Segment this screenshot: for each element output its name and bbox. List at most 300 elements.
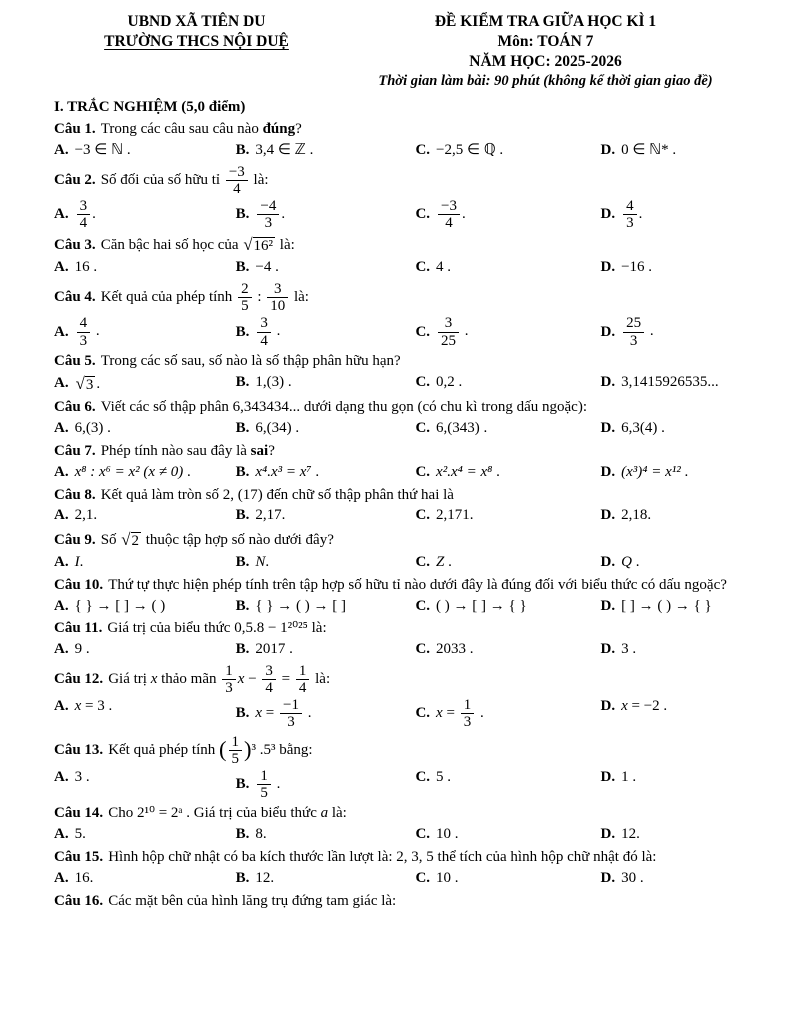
- option: [601, 373, 752, 396]
- fraction-numerator: −4: [257, 198, 279, 215]
- fraction-denominator: 3: [225, 680, 233, 697]
- option-label: A.: [54, 420, 69, 437]
- text-fragment: 2,17.: [255, 507, 286, 524]
- text-fragment: (: [219, 736, 227, 762]
- option-label: C.: [415, 705, 431, 722]
- fraction-denominator: 3: [264, 215, 273, 232]
- option-label: A.: [54, 323, 69, 340]
- option: [236, 553, 410, 573]
- option-label: C.: [415, 826, 431, 843]
- fraction: [438, 198, 460, 231]
- option-label: B.: [235, 141, 250, 158]
- option-label: A.: [54, 141, 69, 158]
- option-label: A.: [54, 463, 69, 480]
- option: [54, 553, 230, 573]
- fraction-numerator: 4: [623, 198, 637, 215]
- option-label: D.: [600, 826, 616, 843]
- question-stem: [54, 234, 752, 257]
- option: [54, 419, 230, 439]
- fraction: [226, 164, 248, 197]
- options-row: [54, 697, 752, 730]
- fraction-numerator: 2: [238, 281, 252, 298]
- option-label: D.: [600, 597, 616, 614]
- option: [415, 640, 594, 660]
- text-fragment: .: [646, 323, 654, 340]
- header-issuer: [54, 12, 339, 52]
- option-label: C.: [415, 463, 431, 480]
- text-fragment: Số đối của số hữu tỉ: [100, 171, 224, 188]
- option-label: A.: [54, 507, 69, 524]
- question-stem: [54, 848, 752, 868]
- option: [415, 419, 594, 439]
- question: [54, 164, 752, 232]
- text-fragment: 2,1.: [74, 507, 98, 524]
- fraction-denominator: 4: [265, 680, 273, 697]
- option-label: A.: [54, 698, 69, 715]
- text-fragment: −3 ∈ ℕ .: [74, 141, 131, 158]
- fraction-numerator: 1: [461, 697, 475, 714]
- question-stem: [54, 892, 752, 912]
- text-fragment: .: [462, 206, 466, 223]
- text-fragment: 8.: [255, 826, 267, 843]
- option-label: B.: [235, 776, 250, 793]
- option: [54, 198, 230, 231]
- fraction: [77, 198, 91, 231]
- text-fragment: Viết các số thập phân 6,343434... dưới dạng thu gọn (có chu kì trong dấu ngoặc):: [100, 399, 587, 416]
- option: [54, 141, 230, 161]
- option-label: D.: [600, 507, 616, 524]
- fraction: [257, 768, 271, 801]
- option: [236, 141, 410, 161]
- text-fragment: Giá trị của biểu thức 0,5.8 − 1²⁰²⁵ là:: [107, 620, 327, 637]
- option-label: C.: [415, 323, 431, 340]
- fraction-numerator: −3: [226, 164, 248, 181]
- question-label: Câu 4.: [54, 289, 96, 306]
- question-stem: [54, 529, 752, 552]
- text-fragment: 3,1415926535...: [621, 373, 719, 390]
- exam-title: ĐỀ KIỂM TRA GIỮA HỌC KÌ 1: [434, 13, 657, 30]
- text-fragment: =: [277, 671, 294, 688]
- option-label: D.: [600, 259, 616, 276]
- text-fragment: 5.: [74, 826, 86, 843]
- question-label: Câu 13.: [54, 741, 104, 758]
- option-label: B.: [235, 206, 250, 223]
- fraction-denominator: 4: [260, 332, 268, 349]
- option: [415, 373, 594, 396]
- text-fragment: 2,171.: [436, 507, 474, 524]
- option: [54, 506, 230, 526]
- question-label: Câu 8.: [54, 486, 96, 503]
- question-stem: [54, 281, 752, 314]
- fraction-denominator: 4: [233, 180, 241, 197]
- sqrt-expression: [243, 234, 275, 257]
- option-label: D.: [600, 698, 616, 715]
- option: [54, 825, 230, 845]
- question-label: Câu 5.: [54, 352, 96, 369]
- text-fragment: Căn bậc hai số học của: [100, 237, 243, 254]
- text-fragment: .: [92, 323, 100, 340]
- option: [415, 697, 594, 730]
- text-fragment: .: [272, 776, 281, 793]
- option: [236, 315, 410, 348]
- text-fragment: x: [74, 698, 82, 715]
- fraction-denominator: 10: [270, 298, 286, 315]
- option: [236, 258, 410, 278]
- text-fragment: .: [311, 463, 320, 480]
- option-label: A.: [54, 375, 69, 392]
- text-fragment: 10 .: [436, 826, 459, 843]
- text-fragment: 2033 .: [436, 641, 474, 658]
- question-label: Câu 7.: [54, 442, 96, 459]
- question: [54, 234, 752, 278]
- options-row: [54, 419, 752, 439]
- option-label: C.: [415, 373, 431, 390]
- question-label: Câu 12.: [54, 671, 104, 688]
- fraction-denominator: 3: [626, 215, 634, 232]
- option: [601, 198, 752, 231]
- option-label: D.: [600, 420, 616, 437]
- fraction: [262, 663, 276, 696]
- text-fragment: .: [444, 553, 452, 570]
- sqrt-expression: [76, 373, 96, 396]
- text-fragment: −: [244, 671, 261, 688]
- text-fragment: 6,(343) .: [436, 420, 488, 437]
- text-fragment: 16 .: [74, 259, 98, 276]
- text-fragment: x⁴.x³ = x⁷: [255, 463, 312, 480]
- option-label: D.: [600, 206, 616, 223]
- option: [601, 553, 752, 573]
- fraction: [461, 697, 475, 730]
- question-label: Câu 2.: [54, 171, 96, 188]
- question: [54, 486, 752, 527]
- fraction-denominator: 4: [298, 680, 307, 697]
- question: [54, 442, 752, 483]
- option: [601, 597, 752, 617]
- option-label: D.: [600, 323, 616, 340]
- text-fragment: Số: [100, 531, 121, 548]
- text-fragment: [ ] → ( ) → { }: [621, 597, 712, 614]
- question-stem: [54, 619, 752, 639]
- option-label: B.: [235, 507, 250, 524]
- text-fragment: là:: [311, 671, 331, 688]
- option: [601, 697, 752, 730]
- option: [236, 198, 410, 231]
- option-label: C.: [415, 259, 431, 276]
- fraction: [280, 697, 302, 730]
- text-fragment: .: [265, 553, 270, 570]
- fraction-numerator: −3: [438, 198, 460, 215]
- option-label: B.: [235, 463, 250, 480]
- text-fragment: N: [255, 553, 266, 570]
- section-title: I. TRẮC NGHIỆM (5,0 điểm): [54, 99, 246, 116]
- options-row: [54, 373, 752, 396]
- text-fragment: =: [262, 705, 278, 722]
- text-fragment: ): [244, 736, 252, 762]
- text-fragment: thảo mãn: [157, 671, 221, 688]
- option: [415, 597, 594, 617]
- option-label: B.: [235, 420, 250, 437]
- fraction: [623, 315, 644, 348]
- question-label: Câu 16.: [54, 892, 104, 909]
- text-fragment: 1 .: [621, 769, 637, 786]
- text-fragment: 2,18.: [621, 507, 652, 524]
- fraction-numerator: 1: [257, 768, 271, 785]
- option-label: B.: [235, 373, 250, 390]
- text-fragment: Trong các số sau, số nào là số thập phân hữu hạn?: [100, 352, 401, 369]
- fraction-numerator: 3: [77, 198, 91, 215]
- text-fragment: −16 .: [621, 259, 653, 276]
- question-label: Câu 10.: [54, 576, 104, 593]
- option-label: C.: [415, 420, 431, 437]
- option: [54, 463, 230, 483]
- option: [415, 825, 594, 845]
- question: [54, 663, 752, 731]
- text-fragment: { } → ( ) → [ ]: [255, 597, 346, 614]
- question: [54, 848, 752, 889]
- option: [601, 869, 752, 889]
- option-label: A.: [54, 641, 69, 658]
- option: [601, 315, 752, 348]
- text-fragment: 0 ∈ ℕ* .: [621, 141, 677, 158]
- option: [415, 315, 594, 348]
- option-label: A.: [54, 206, 69, 223]
- text-fragment: 3 .: [621, 641, 637, 658]
- question: [54, 120, 752, 161]
- option: [236, 419, 410, 439]
- question-stem: [54, 804, 752, 824]
- text-fragment: x: [436, 705, 443, 722]
- question-stem: [54, 398, 752, 418]
- option-label: C.: [415, 597, 431, 614]
- question-stem: [54, 120, 752, 140]
- sqrt-radicand: 16²: [253, 238, 274, 255]
- option: [601, 640, 752, 660]
- question-label: Câu 15.: [54, 849, 104, 865]
- text-fragment: 9 .: [74, 641, 90, 658]
- option-label: D.: [600, 869, 616, 886]
- option: [415, 553, 594, 573]
- option: [601, 419, 752, 439]
- option: [601, 141, 752, 161]
- text-fragment: x: [621, 698, 628, 715]
- text-fragment: I: [74, 553, 80, 570]
- option: [415, 141, 594, 161]
- sqrt-expression: [121, 529, 141, 552]
- fraction-denominator: 4: [79, 215, 88, 232]
- text-fragment: là:: [276, 237, 295, 254]
- fraction-numerator: −1: [280, 697, 302, 714]
- text-fragment: a: [320, 805, 329, 822]
- text-fragment: 0,2 .: [436, 373, 463, 390]
- option-label: B.: [235, 869, 250, 886]
- header-exam-info: [339, 12, 752, 91]
- exam-school-year: NĂM HỌC: 2025-2026: [469, 53, 622, 71]
- fraction-numerator: 1: [222, 663, 236, 680]
- option: [415, 869, 594, 889]
- option: [601, 258, 752, 278]
- fraction-denominator: 5: [260, 785, 268, 802]
- text-fragment: Z: [436, 553, 445, 570]
- text-fragment: x: [255, 705, 263, 722]
- option: [236, 640, 410, 660]
- options-row: [54, 640, 752, 660]
- fraction-denominator: 5: [231, 750, 239, 767]
- text-fragment: 16.: [74, 869, 94, 886]
- text-fragment: Kết quả của phép tính: [100, 289, 237, 306]
- text-fragment: thuộc tập hợp số nào dưới đây?: [142, 531, 334, 548]
- text-fragment: đúng: [262, 121, 296, 138]
- text-fragment: Kết quả làm tròn số 2, (17) đến chữ số thập phân thứ hai là: [100, 486, 454, 503]
- text-fragment: 2017 .: [255, 641, 293, 658]
- option-label: C.: [415, 869, 431, 886]
- fraction-numerator: 3: [267, 281, 288, 298]
- question-stem: [54, 352, 752, 372]
- option-label: B.: [235, 553, 250, 570]
- option: [236, 869, 410, 889]
- fraction: [238, 281, 252, 314]
- issuer-line-1: UBND XÃ TIÊN DU: [127, 13, 266, 30]
- text-fragment: = −2 .: [627, 698, 668, 715]
- text-fragment: .: [492, 463, 500, 480]
- option: [54, 869, 230, 889]
- option-label: B.: [235, 597, 250, 614]
- text-fragment: là:: [328, 805, 347, 822]
- text-fragment: 6,(3) .: [74, 420, 111, 437]
- fraction-denominator: 3: [287, 714, 295, 731]
- option-label: C.: [415, 769, 431, 786]
- question-label: Câu 11.: [54, 620, 103, 637]
- text-fragment: = 3 .: [81, 698, 113, 715]
- fraction: [229, 734, 243, 767]
- question-label: Câu 6.: [54, 399, 96, 416]
- text-fragment: .: [461, 323, 469, 340]
- text-fragment: Thứ tự thực hiện phép tính trên tập hợp số hữu tỉ nào dưới đây là đúng đối với biểu thức có dấu ngoặc?: [108, 576, 727, 593]
- options-row: [54, 869, 752, 889]
- text-fragment: :: [253, 289, 266, 306]
- text-fragment: .: [281, 206, 286, 223]
- option: [236, 697, 410, 730]
- option-label: D.: [600, 373, 616, 390]
- question-stem: [54, 576, 752, 596]
- text-fragment: 10 .: [436, 869, 459, 886]
- text-fragment: 30 .: [621, 869, 644, 886]
- fraction-denominator: 4: [445, 215, 453, 232]
- option-label: A.: [54, 597, 69, 614]
- question-stem: [54, 734, 752, 767]
- text-fragment: 6,(34) .: [255, 420, 300, 437]
- text-fragment: Các mặt bên của hình lăng trụ đứng tam giác là:: [108, 892, 397, 909]
- text-fragment: 12.: [621, 826, 640, 843]
- fraction-denominator: 3: [79, 332, 88, 349]
- option-label: A.: [54, 553, 69, 570]
- text-fragment: 5 .: [436, 769, 452, 786]
- question-list: [54, 120, 752, 911]
- text-fragment: x: [150, 671, 158, 688]
- question-label: Câu 1.: [54, 121, 96, 138]
- question-stem: [54, 164, 752, 197]
- option: [54, 597, 230, 617]
- text-fragment: .: [638, 206, 643, 223]
- text-fragment: 12.: [255, 869, 275, 886]
- option: [415, 463, 594, 483]
- text-fragment: là:: [290, 289, 309, 306]
- options-row: [54, 597, 752, 617]
- fraction-denominator: 3: [629, 332, 638, 349]
- text-fragment: 4 .: [436, 259, 452, 276]
- option: [54, 768, 230, 801]
- options-row: [54, 141, 752, 161]
- options-row: [54, 506, 752, 526]
- fraction: [257, 315, 271, 348]
- option-label: A.: [54, 769, 69, 786]
- text-fragment: .: [92, 206, 96, 223]
- options-row: [54, 553, 752, 573]
- text-fragment: sai: [250, 442, 269, 459]
- text-fragment: là:: [249, 171, 269, 188]
- text-fragment: ³: [251, 741, 256, 758]
- text-fragment: Cho 2¹⁰ = 2ᵃ . Giá trị của biểu thức: [108, 805, 321, 822]
- fraction: [623, 198, 637, 231]
- options-row: [54, 258, 752, 278]
- text-fragment: .: [680, 463, 689, 480]
- question: [54, 352, 752, 396]
- option-label: C.: [415, 141, 431, 158]
- fraction-numerator: 1: [229, 734, 243, 751]
- question-label: Câu 3.: [54, 237, 96, 254]
- option: [236, 597, 410, 617]
- option-label: A.: [54, 259, 69, 276]
- text-fragment: =: [442, 705, 459, 722]
- text-fragment: −2,5 ∈ ℚ .: [436, 141, 504, 158]
- text-fragment: x².x⁴ = x⁸: [436, 463, 493, 480]
- fraction-denominator: 25: [441, 332, 457, 349]
- option: [54, 315, 230, 348]
- options-row: [54, 198, 752, 231]
- option: [236, 825, 410, 845]
- option: [601, 768, 752, 801]
- option-label: D.: [600, 641, 616, 658]
- option: [415, 506, 594, 526]
- fraction-numerator: 1: [296, 663, 310, 680]
- text-fragment: Kết quả phép tính: [108, 741, 219, 758]
- option: [601, 825, 752, 845]
- option-label: A.: [54, 869, 69, 886]
- fraction-numerator: 3: [438, 315, 459, 332]
- question: [54, 281, 752, 349]
- question: [54, 734, 752, 802]
- text-fragment: Q: [621, 553, 632, 570]
- question: [54, 398, 752, 439]
- fraction-numerator: 3: [257, 315, 271, 332]
- question-label: Câu 9.: [54, 531, 96, 548]
- option-label: A.: [54, 826, 69, 843]
- text-fragment: .5³ bằng:: [256, 741, 313, 758]
- option-label: B.: [235, 259, 250, 276]
- text-fragment: (x³)⁴ = x¹²: [621, 463, 681, 480]
- question-label: Câu 14.: [54, 805, 104, 822]
- option-label: D.: [600, 553, 616, 570]
- options-row: [54, 825, 752, 845]
- fraction-numerator: 4: [77, 315, 91, 332]
- option-label: B.: [235, 323, 250, 340]
- sqrt-icon: √: [75, 373, 85, 393]
- options-row: [54, 463, 752, 483]
- text-fragment: Giá trị: [108, 671, 151, 688]
- fraction: [77, 315, 91, 348]
- text-fragment: ?: [268, 442, 275, 459]
- text-fragment: 6,3(4) .: [621, 420, 665, 437]
- option: [236, 373, 410, 396]
